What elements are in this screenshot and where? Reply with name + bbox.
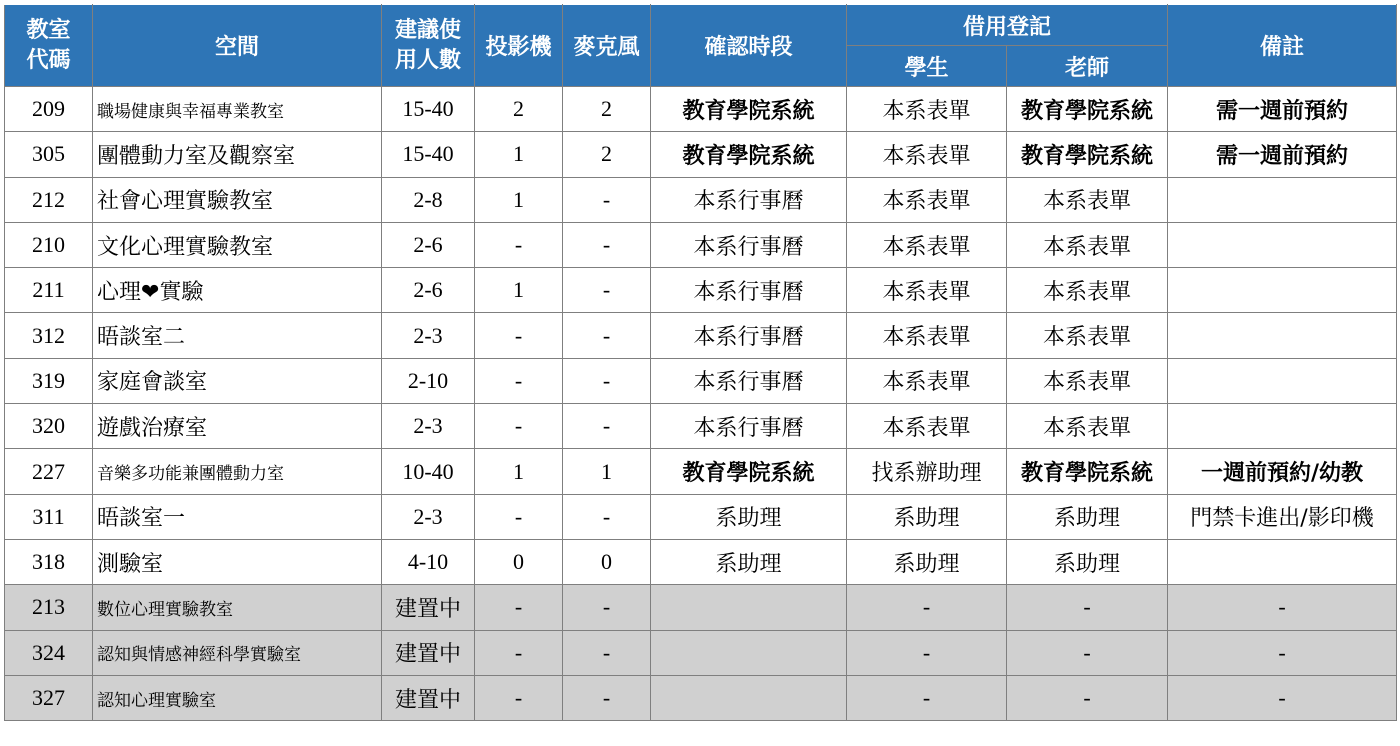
- room-code: 311: [5, 494, 93, 539]
- header-capacity: 建議使 用人數: [382, 5, 475, 87]
- projector-count: -: [475, 358, 563, 403]
- teacher-registration: 本系表單: [1007, 313, 1168, 358]
- room-code: 320: [5, 404, 93, 449]
- microphone-count: 0: [563, 539, 651, 584]
- capacity: 15-40: [382, 87, 475, 132]
- microphone-count: 1: [563, 449, 651, 494]
- microphone-count: -: [563, 313, 651, 358]
- capacity: 2-3: [382, 494, 475, 539]
- projector-count: -: [475, 585, 563, 630]
- note: [1168, 358, 1397, 403]
- student-registration: 系助理: [847, 494, 1007, 539]
- student-registration: 本系表單: [847, 177, 1007, 222]
- capacity: 2-6: [382, 222, 475, 267]
- table-row: [5, 630, 1397, 675]
- table-row: [5, 222, 1397, 267]
- teacher-registration: 本系表單: [1007, 177, 1168, 222]
- student-registration: 本系表單: [847, 313, 1007, 358]
- header-confirm-time: 確認時段: [651, 5, 847, 87]
- confirm-time: 教育學院系統: [651, 449, 847, 494]
- projector-count: 1: [475, 268, 563, 313]
- table-row: [5, 177, 1397, 222]
- table-row: [5, 404, 1397, 449]
- note: [1168, 539, 1397, 584]
- student-registration: -: [847, 585, 1007, 630]
- table-row: [5, 675, 1397, 720]
- projector-count: -: [475, 404, 563, 449]
- room-name: 家庭會談室: [93, 358, 382, 403]
- room-code: 227: [5, 449, 93, 494]
- capacity: 2-8: [382, 177, 475, 222]
- room-code: 210: [5, 222, 93, 267]
- capacity: 2-10: [382, 358, 475, 403]
- microphone-count: -: [563, 177, 651, 222]
- table-row: [5, 268, 1397, 313]
- confirm-time: 本系行事曆: [651, 268, 847, 313]
- confirm-time: 教育學院系統: [651, 132, 847, 177]
- microphone-count: -: [563, 404, 651, 449]
- capacity: 2-3: [382, 404, 475, 449]
- student-registration: 本系表單: [847, 132, 1007, 177]
- header-borrow-registration: 借用登記: [847, 5, 1168, 46]
- student-registration: -: [847, 630, 1007, 675]
- student-registration: -: [847, 675, 1007, 720]
- confirm-time: 本系行事曆: [651, 404, 847, 449]
- room-code: 327: [5, 675, 93, 720]
- note: [1168, 404, 1397, 449]
- confirm-time: 本系行事曆: [651, 177, 847, 222]
- confirm-time: 系助理: [651, 494, 847, 539]
- table-row: [5, 132, 1397, 177]
- teacher-registration: 系助理: [1007, 539, 1168, 584]
- student-registration: 本系表單: [847, 268, 1007, 313]
- note: -: [1168, 585, 1397, 630]
- student-registration: 本系表單: [847, 222, 1007, 267]
- room-name: 認知心理實驗室: [93, 675, 382, 720]
- note: 一週前預約/幼教: [1168, 449, 1397, 494]
- confirm-time: 本系行事曆: [651, 313, 847, 358]
- note: -: [1168, 630, 1397, 675]
- room-name: 社會心理實驗教室: [93, 177, 382, 222]
- confirm-time: 本系行事曆: [651, 222, 847, 267]
- note: [1168, 268, 1397, 313]
- room-code: 211: [5, 268, 93, 313]
- room-code: 305: [5, 132, 93, 177]
- teacher-registration: 本系表單: [1007, 268, 1168, 313]
- room-name: 數位心理實驗教室: [93, 585, 382, 630]
- room-code: 212: [5, 177, 93, 222]
- classroom-table: [4, 4, 1397, 721]
- microphone-count: -: [563, 494, 651, 539]
- microphone-count: -: [563, 585, 651, 630]
- confirm-time: [651, 585, 847, 630]
- projector-count: 1: [475, 132, 563, 177]
- header-room-code: 教室 代碼: [5, 5, 93, 87]
- note: 門禁卡進出/影印機: [1168, 494, 1397, 539]
- confirm-time: [651, 630, 847, 675]
- student-registration: 找系辦助理: [847, 449, 1007, 494]
- teacher-registration: 系助理: [1007, 494, 1168, 539]
- teacher-registration: 本系表單: [1007, 404, 1168, 449]
- note: [1168, 313, 1397, 358]
- heart-icon: ❤: [141, 279, 160, 305]
- teacher-registration: 教育學院系統: [1007, 449, 1168, 494]
- room-code: 312: [5, 313, 93, 358]
- header-microphone: 麥克風: [563, 5, 651, 87]
- projector-count: 1: [475, 449, 563, 494]
- student-registration: 本系表單: [847, 358, 1007, 403]
- room-name: 認知與情感神經科學實驗室: [93, 630, 382, 675]
- note: -: [1168, 675, 1397, 720]
- note: [1168, 177, 1397, 222]
- microphone-count: -: [563, 268, 651, 313]
- room-code: 324: [5, 630, 93, 675]
- room-code: 209: [5, 87, 93, 132]
- projector-count: -: [475, 313, 563, 358]
- capacity: 4-10: [382, 539, 475, 584]
- projector-count: -: [475, 675, 563, 720]
- table-row: [5, 449, 1397, 494]
- capacity: 2-6: [382, 268, 475, 313]
- header-teacher: 老師: [1007, 46, 1168, 87]
- note: 需一週前預約: [1168, 87, 1397, 132]
- microphone-count: 2: [563, 132, 651, 177]
- confirm-time: 本系行事曆: [651, 358, 847, 403]
- capacity: 建置中: [382, 675, 475, 720]
- table-row: [5, 358, 1397, 403]
- capacity: 2-3: [382, 313, 475, 358]
- room-code: 213: [5, 585, 93, 630]
- table-row: [5, 585, 1397, 630]
- capacity: 建置中: [382, 630, 475, 675]
- microphone-count: -: [563, 358, 651, 403]
- room-name: 文化心理實驗教室: [93, 222, 382, 267]
- header-space: 空間: [93, 5, 382, 87]
- table-row: [5, 313, 1397, 358]
- projector-count: 1: [475, 177, 563, 222]
- microphone-count: -: [563, 222, 651, 267]
- header-note: 備註: [1168, 5, 1397, 87]
- teacher-registration: -: [1007, 630, 1168, 675]
- projector-count: -: [475, 494, 563, 539]
- teacher-registration: 教育學院系統: [1007, 87, 1168, 132]
- room-name: 測驗室: [93, 539, 382, 584]
- room-name: 音樂多功能兼團體動力室: [93, 449, 382, 494]
- capacity: 建置中: [382, 585, 475, 630]
- capacity: 10-40: [382, 449, 475, 494]
- table-row: [5, 494, 1397, 539]
- room-name: 晤談室一: [93, 494, 382, 539]
- teacher-registration: -: [1007, 585, 1168, 630]
- student-registration: 本系表單: [847, 87, 1007, 132]
- student-registration: 本系表單: [847, 404, 1007, 449]
- student-registration: 系助理: [847, 539, 1007, 584]
- confirm-time: 教育學院系統: [651, 87, 847, 132]
- note: 需一週前預約: [1168, 132, 1397, 177]
- room-code: 318: [5, 539, 93, 584]
- room-name: 晤談室二: [93, 313, 382, 358]
- projector-count: -: [475, 222, 563, 267]
- projector-count: 2: [475, 87, 563, 132]
- table-row: [5, 87, 1397, 132]
- projector-count: 0: [475, 539, 563, 584]
- teacher-registration: 教育學院系統: [1007, 132, 1168, 177]
- room-name: 遊戲治療室: [93, 404, 382, 449]
- note: [1168, 222, 1397, 267]
- capacity: 15-40: [382, 132, 475, 177]
- room-name: 團體動力室及觀察室: [93, 132, 382, 177]
- room-name: [93, 268, 382, 313]
- room-code: 319: [5, 358, 93, 403]
- header-student: 學生: [847, 46, 1007, 87]
- confirm-time: 系助理: [651, 539, 847, 584]
- teacher-registration: 本系表單: [1007, 358, 1168, 403]
- room-name: 職場健康與幸福專業教室: [93, 87, 382, 132]
- table-header: [5, 5, 1397, 87]
- teacher-registration: -: [1007, 675, 1168, 720]
- room-name-part: 心理: [97, 279, 142, 305]
- teacher-registration: 本系表單: [1007, 222, 1168, 267]
- microphone-count: -: [563, 675, 651, 720]
- projector-count: -: [475, 630, 563, 675]
- confirm-time: [651, 675, 847, 720]
- header-projector: 投影機: [475, 5, 563, 87]
- room-name-part: 實驗: [159, 279, 204, 305]
- microphone-count: -: [563, 630, 651, 675]
- table-row: [5, 539, 1397, 584]
- microphone-count: 2: [563, 87, 651, 132]
